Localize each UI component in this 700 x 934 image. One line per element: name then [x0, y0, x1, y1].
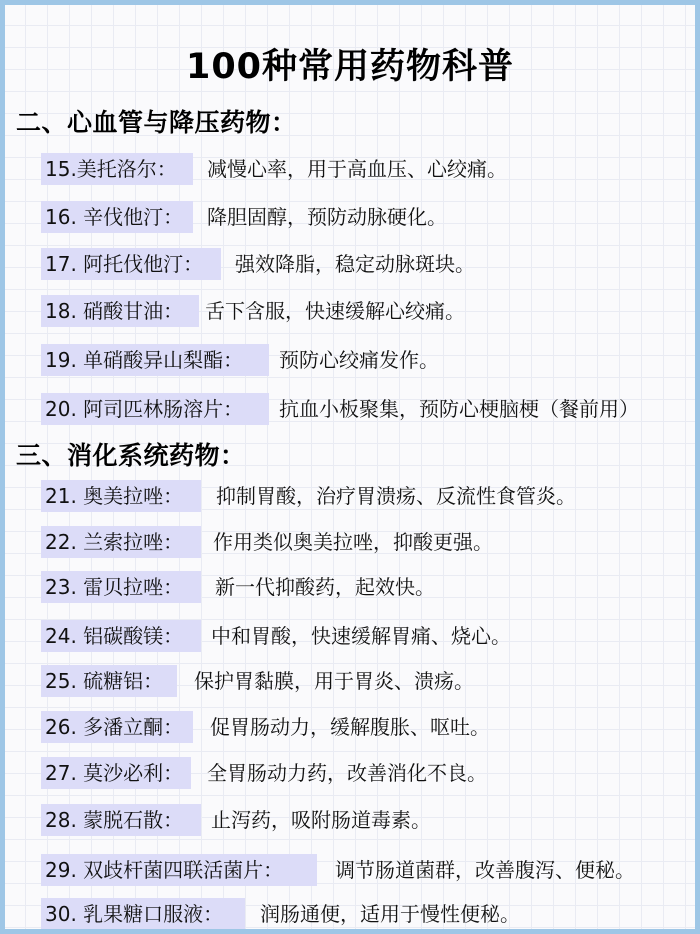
drug-name: 25. 硫糖铝： [41, 665, 177, 697]
list-item [5, 804, 695, 836]
page-title: 100种常用药物科普 [185, 47, 515, 87]
drug-description: 润肠通便，适用于慢性便秘。 [260, 902, 520, 926]
drug-description: 止泻药，吸附肠道毒素。 [211, 808, 431, 832]
list-item [5, 526, 695, 558]
drug-name: 17. 阿托伐他汀： [41, 248, 221, 280]
drug-description: 新一代抑酸药，起效快。 [215, 575, 435, 599]
drug-description: 中和胃酸，快速缓解胃痛、烧心。 [211, 624, 511, 648]
list-item [5, 854, 695, 886]
list-item [5, 248, 695, 280]
list-item [5, 344, 695, 376]
list-item [5, 620, 695, 652]
drug-description: 全胃肠动力药，改善消化不良。 [207, 761, 487, 785]
drug-description: 保护胃黏膜，用于胃炎、溃疡。 [194, 669, 474, 693]
drug-name: 18. 硝酸甘油： [41, 295, 199, 327]
drug-name: 22. 兰索拉唑： [41, 526, 201, 558]
list-item [5, 295, 695, 327]
drug-description: 减慢心率，用于高血压、心绞痛。 [207, 157, 507, 181]
list-item [5, 393, 695, 425]
drug-description: 抗血小板聚集，预防心梗脑梗（餐前用） [279, 397, 639, 421]
list-item [5, 898, 695, 930]
drug-name: 23. 雷贝拉唑： [41, 571, 201, 603]
section-heading-cardiovascular: 二、心血管与降压药物： [16, 108, 297, 137]
drug-name: 24. 铝碳酸镁： [41, 620, 201, 652]
drug-name: 20. 阿司匹林肠溶片： [41, 393, 269, 425]
drug-name: 15.美托洛尔： [41, 153, 193, 185]
section-heading-digestive: 三、消化系统药物： [16, 441, 246, 470]
drug-description: 预防心绞痛发作。 [279, 348, 439, 372]
drug-name: 27. 莫沙必利： [41, 757, 191, 789]
drug-name: 29. 双歧杆菌四联活菌片： [41, 854, 317, 886]
drug-description: 抑制胃酸，治疗胃溃疡、反流性食管炎。 [216, 484, 576, 508]
drug-name: 19. 单硝酸异山梨酯： [41, 344, 269, 376]
drug-name: 28. 蒙脱石散： [41, 804, 201, 836]
drug-name: 21. 奥美拉唑： [41, 480, 201, 512]
drug-description: 调节肠道菌群，改善腹泻、便秘。 [335, 858, 635, 882]
drug-description: 降胆固醇，预防动脉硬化。 [207, 205, 447, 229]
list-item [5, 153, 695, 185]
list-item [5, 571, 695, 603]
drug-description: 舌下含服，快速缓解心绞痛。 [205, 299, 465, 323]
list-item [5, 480, 695, 512]
list-item [5, 711, 695, 743]
drug-description: 强效降脂，稳定动脉斑块。 [235, 252, 475, 276]
drug-name: 30. 乳果糖口服液： [41, 898, 245, 930]
drug-description: 促胃肠动力，缓解腹胀、呕吐。 [210, 715, 490, 739]
list-item [5, 201, 695, 233]
drug-name: 16. 辛伐他汀： [41, 201, 193, 233]
list-item [5, 665, 695, 697]
list-item [5, 757, 695, 789]
drug-description: 作用类似奥美拉唑，抑酸更强。 [213, 530, 493, 554]
drug-name: 26. 多潘立酮： [41, 711, 193, 743]
